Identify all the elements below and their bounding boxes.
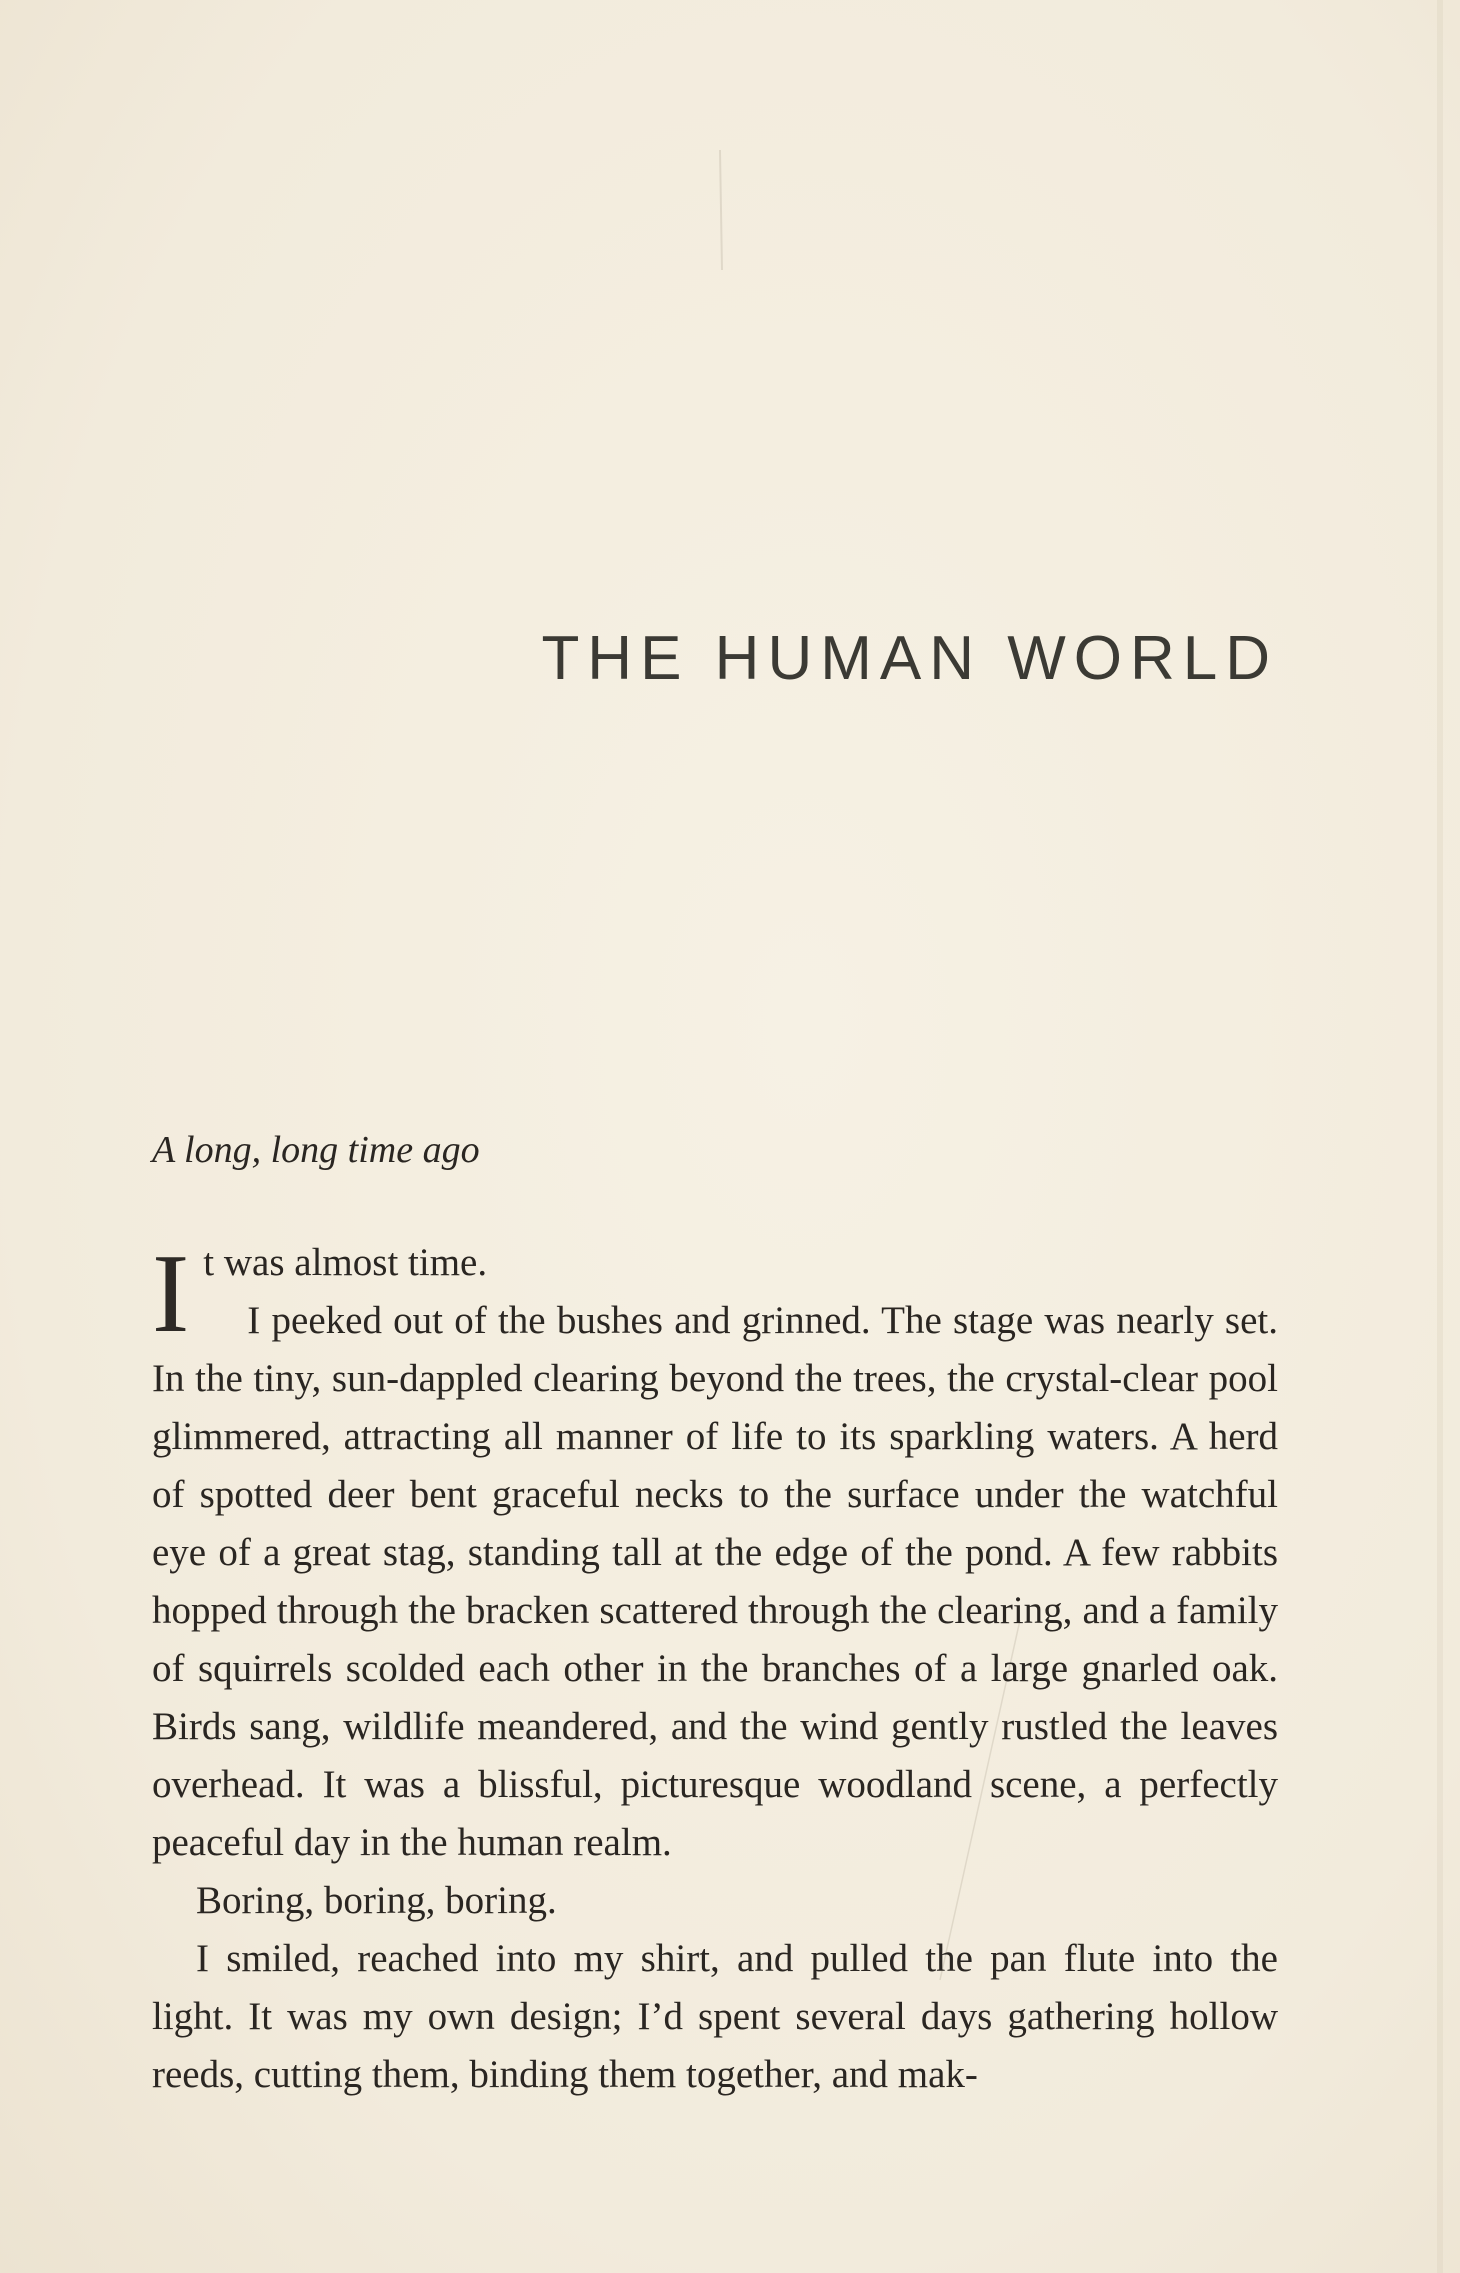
drop-cap: I <box>152 1234 190 1356</box>
opening-line <box>152 1234 1278 1872</box>
chapter-title: THE HUMAN WORLD <box>541 624 1278 693</box>
epigraph: A long, long time ago <box>152 1129 480 1171</box>
paragraph: I peeked out of the bushes and grinned. The stage was nearly set. In the tiny, sun-dappled clearing beyond the trees, the crystal-clear pool glimmered, attracting all manner of life to its sparkling waters. A herd of spotted deer bent graceful necks to the surface under the watchful eye of a great stag, standing tall at the edge of the pond. A few rabbits hopped through the bracken scattered through the clearing, and a family of squirrels scolded each other in the branches of a large gnarled oak. Birds sang, wildlife meandered, and the wind gently rustled the leaves overhead. It was a blissful, picturesque woodland scene, a perfectly peaceful day in the human realm. <box>152 1299 1278 1864</box>
opening-line-text: t was almost time. <box>203 1241 488 1284</box>
body-text <box>152 1234 1278 2104</box>
paragraph: I smiled, reached into my shirt, and pulled the pan flute into the light. It was my own design; I’d spent several days gathering hollow reeds, cutting them, binding them together, and mak- <box>152 1937 1278 2096</box>
paragraph: Boring, boring, boring. <box>196 1879 557 1922</box>
